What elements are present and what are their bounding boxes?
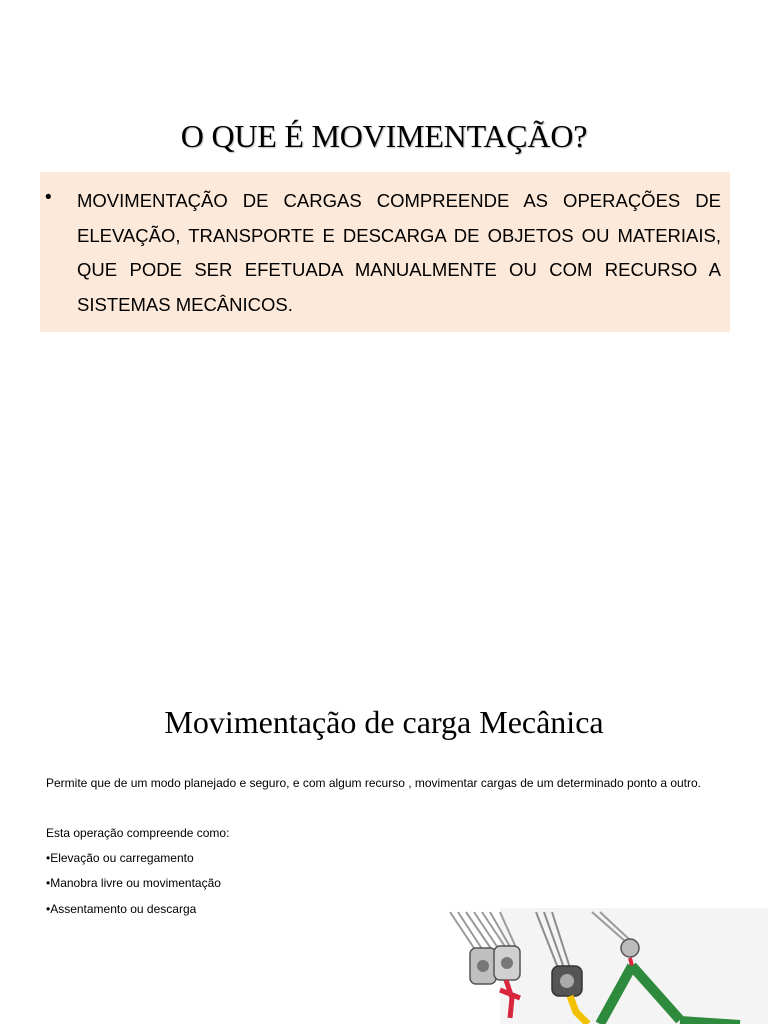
bullet-text: MOVIMENTAÇÃO DE CARGAS COMPREENDE AS OPERAÇÕES DE ELEVAÇÃO, TRANSPORTE E DESCARGA DE OBJETOS OU MATERIAIS, QUE PODE SER EFETUADA MANUALMENTE OU COM RECURSO A SISTEMAS MECÂNICOS.	[77, 190, 721, 315]
list-heading: Esta operação compreende como:	[46, 826, 230, 840]
list-item: •Manobra livre ou movimentação	[46, 876, 221, 890]
list-item: •Elevação ou carregamento	[46, 851, 194, 865]
list-item: •Assentamento ou descarga	[46, 902, 197, 916]
chain-hoists-image	[440, 908, 768, 1024]
slide2-title: Movimentação de carga Mecânica	[164, 704, 604, 740]
bullet-symbol: •	[45, 187, 52, 208]
intro-text: Permite que de um modo planejado e seguro, e com algum recurso , movimentar cargas de um determinado ponto a outro.	[46, 776, 702, 790]
slide1-title: O QUE É MOVIMENTAÇÃO?	[180, 118, 588, 154]
